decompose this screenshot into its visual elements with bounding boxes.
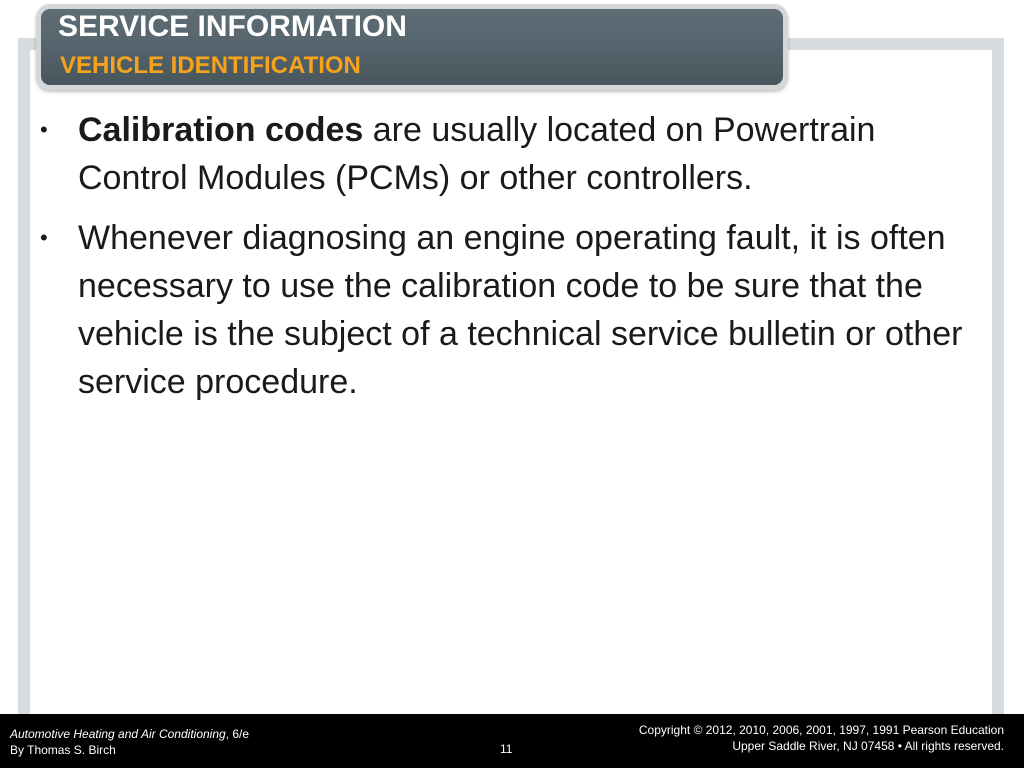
bullet-bold-term: Calibration codes bbox=[78, 111, 364, 149]
bullet-item-calibration-codes bbox=[40, 106, 988, 202]
slide-footer bbox=[0, 714, 1024, 768]
bullet-marker: • bbox=[40, 117, 48, 142]
book-title: Automotive Heating and Air Conditioning bbox=[10, 727, 226, 741]
book-author: By Thomas S. Birch bbox=[10, 743, 116, 757]
page-number: 11 bbox=[500, 742, 513, 756]
slide-subtitle: VEHICLE IDENTIFICATION bbox=[60, 52, 361, 79]
bullet-item-diagnosing bbox=[40, 214, 988, 406]
slide-title: SERVICE INFORMATION bbox=[58, 10, 407, 43]
slide-content bbox=[40, 106, 988, 418]
bullet-text: Whenever diagnosing an engine operating fault, it is often necessary to use the calibration code to be sure that the vehicle is the subject of a technical service bulletin or other service procedure. bbox=[78, 219, 963, 401]
bullet-marker: • bbox=[40, 225, 48, 250]
copyright-line-2: Upper Saddle River, NJ 07458 • All rights reserved. bbox=[732, 739, 1004, 753]
footer-copyright bbox=[639, 722, 1004, 754]
bullet-text: are usually located on Powertrain Control Modules (PCMs) or other controllers. bbox=[78, 111, 876, 197]
footer-book-info bbox=[10, 726, 249, 758]
book-edition: , 6/e bbox=[225, 727, 250, 741]
copyright-line-1: Copyright © 2012, 2010, 2006, 2001, 1997, 1991 Pearson Education bbox=[638, 723, 1004, 737]
